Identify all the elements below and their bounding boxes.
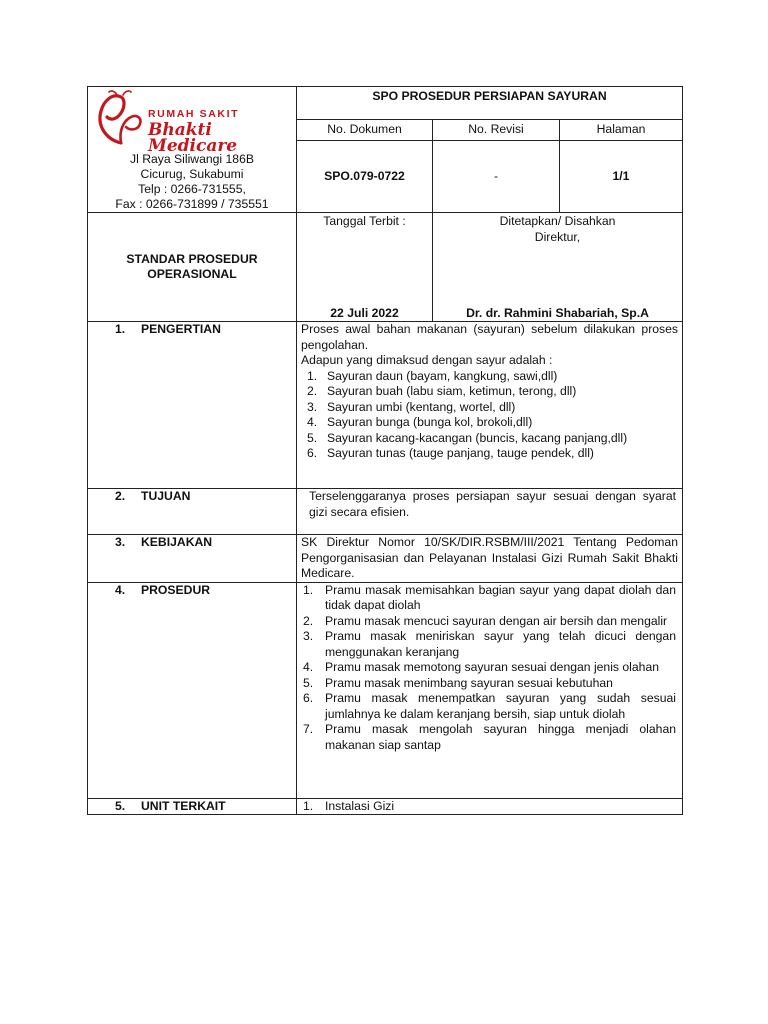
hospital-logo — [92, 87, 292, 156]
section-prosedur-content — [297, 582, 683, 798]
list-item: 4. Sayuran bunga (bunga kol, brokoli,dll) — [307, 415, 533, 429]
section-number: 4. — [115, 582, 126, 597]
direktur-name: Dr. dr. Rahmini Shabariah, Sp.A — [466, 305, 649, 320]
pengertian-intro2: Adapun yang dimaksud dengan sayur adalah : — [301, 353, 553, 367]
section-pengertian-content — [297, 322, 683, 489]
tanggal-terbit-value: 22 Juli 2022 — [330, 305, 399, 320]
list-item: 1. Instalasi Gizi — [303, 798, 395, 813]
address-line: Jl Raya Siliwangi 186B — [130, 152, 254, 166]
list-item: 2. Pramu masak mencuci sayuran dengan air bersih dan mengalir — [303, 613, 668, 628]
section-unit-terkait-title — [88, 798, 297, 815]
section-title: PENGERTIAN — [141, 322, 221, 336]
list-item: 4. Pramu masak memotong sayuran sesuai dengan jenis olahan — [303, 660, 659, 674]
unit-terkait-list — [303, 799, 678, 815]
address-line: Telp : 0266-731555, — [138, 182, 246, 196]
logo-line2: Bhakti Medicare — [148, 120, 238, 156]
section-pengertian-title — [88, 322, 297, 489]
butterfly-logo-icon — [95, 87, 147, 149]
address-line: Fax : 0266-731899 / 735551 — [115, 197, 269, 211]
list-item: 1. Pramu masak memisahkan bagian sayur yang dapat diolah dan tidak dapat diolah — [303, 582, 676, 612]
document-title: SPO PROSEDUR PERSIAPAN SAYURAN — [297, 87, 683, 120]
no-dokumen-value: SPO.079-0722 — [297, 140, 433, 212]
direktur-label: Direktur, — [534, 229, 581, 244]
section-title: KEBIJAKAN — [141, 535, 213, 549]
address-line: Cicurug, Sukabumi — [140, 167, 244, 181]
halaman-value: 1/1 — [560, 140, 683, 212]
section-title: PROSEDUR — [141, 582, 211, 597]
list-item: 3. Sayuran umbi (kentang, wortel, dll) — [307, 399, 516, 414]
standar-prosedur-label: STANDAR PROSEDUR OPERASIONAL — [88, 213, 297, 322]
spo-table — [87, 86, 683, 815]
section-kebijakan-title — [88, 535, 297, 583]
list-item: 2. Sayuran buah (labu siam, ketimun, terong, dll) — [307, 384, 577, 398]
section-number: 5. — [115, 798, 126, 813]
section-title: UNIT TERKAIT — [141, 798, 226, 813]
list-item: 3. Pramu masak meniriskan sayur yang telah dicuci dengan menggunakan keranjang — [303, 629, 676, 659]
ditetapkan-label: Ditetapkan/ Disahkan — [499, 214, 616, 228]
list-item: 5. Pramu masak menimbang sayuran sesuai kebutuhan — [303, 675, 613, 690]
prosedur-list — [303, 583, 676, 754]
logo-line1: RUMAH SAKIT — [148, 108, 240, 120]
halaman-label: Halaman — [560, 119, 683, 140]
list-item: 6. Pramu masak menempatkan sayuran yang sudah sesuai jumlahnya ke dalam keranjang bersih, siap untuk diolah — [303, 691, 676, 721]
list-item: 7. Pramu masak mengolah sayuran hingga menjadi olahan makanan siap santap — [303, 722, 676, 752]
section-kebijakan-content — [297, 535, 683, 583]
section-unit-terkait-content — [297, 798, 683, 815]
pengertian-list — [301, 369, 678, 462]
hospital-address — [92, 152, 292, 212]
list-item: 5. Sayuran kacang-kacangan (buncis, kacang panjang,dll) — [307, 430, 628, 445]
section-tujuan-content — [297, 489, 683, 535]
section-number: 2. — [115, 489, 126, 503]
tanggal-terbit-cell — [297, 213, 433, 322]
kebijakan-text: SK Direktur Nomor 10/SK/DIR.RSBM/III/2021 Tentang Pedoman Pengorganisasian dan Pelayanan Instalasi Gizi Rumah Sakit Bhakti Medicare. — [301, 535, 678, 580]
section-title: TUJUAN — [141, 489, 191, 503]
tujuan-text: Terselenggaranya proses persiapan sayur sesuai dengan syarat gizi secara efisien. — [309, 489, 676, 519]
no-revisi-value: - — [433, 140, 560, 212]
hospital-header-cell — [88, 87, 297, 213]
pengertian-intro: Proses awal bahan makanan (sayuran) sebelum dilakukan proses pengolahan. — [301, 322, 678, 352]
ditetapkan-cell — [433, 213, 683, 322]
section-prosedur-title — [88, 582, 297, 798]
tanggal-terbit-label: Tanggal Terbit : — [323, 214, 406, 228]
section-number: 3. — [115, 535, 126, 549]
section-tujuan-title — [88, 489, 297, 535]
section-number: 1. — [115, 322, 126, 336]
no-dokumen-label: No. Dokumen — [297, 119, 433, 140]
no-revisi-label: No. Revisi — [433, 119, 560, 140]
list-item: 6. Sayuran tunas (tauge panjang, tauge pendek, dll) — [307, 446, 594, 460]
list-item: 1. Sayuran daun (bayam, kangkung, sawi,dll) — [307, 368, 558, 383]
